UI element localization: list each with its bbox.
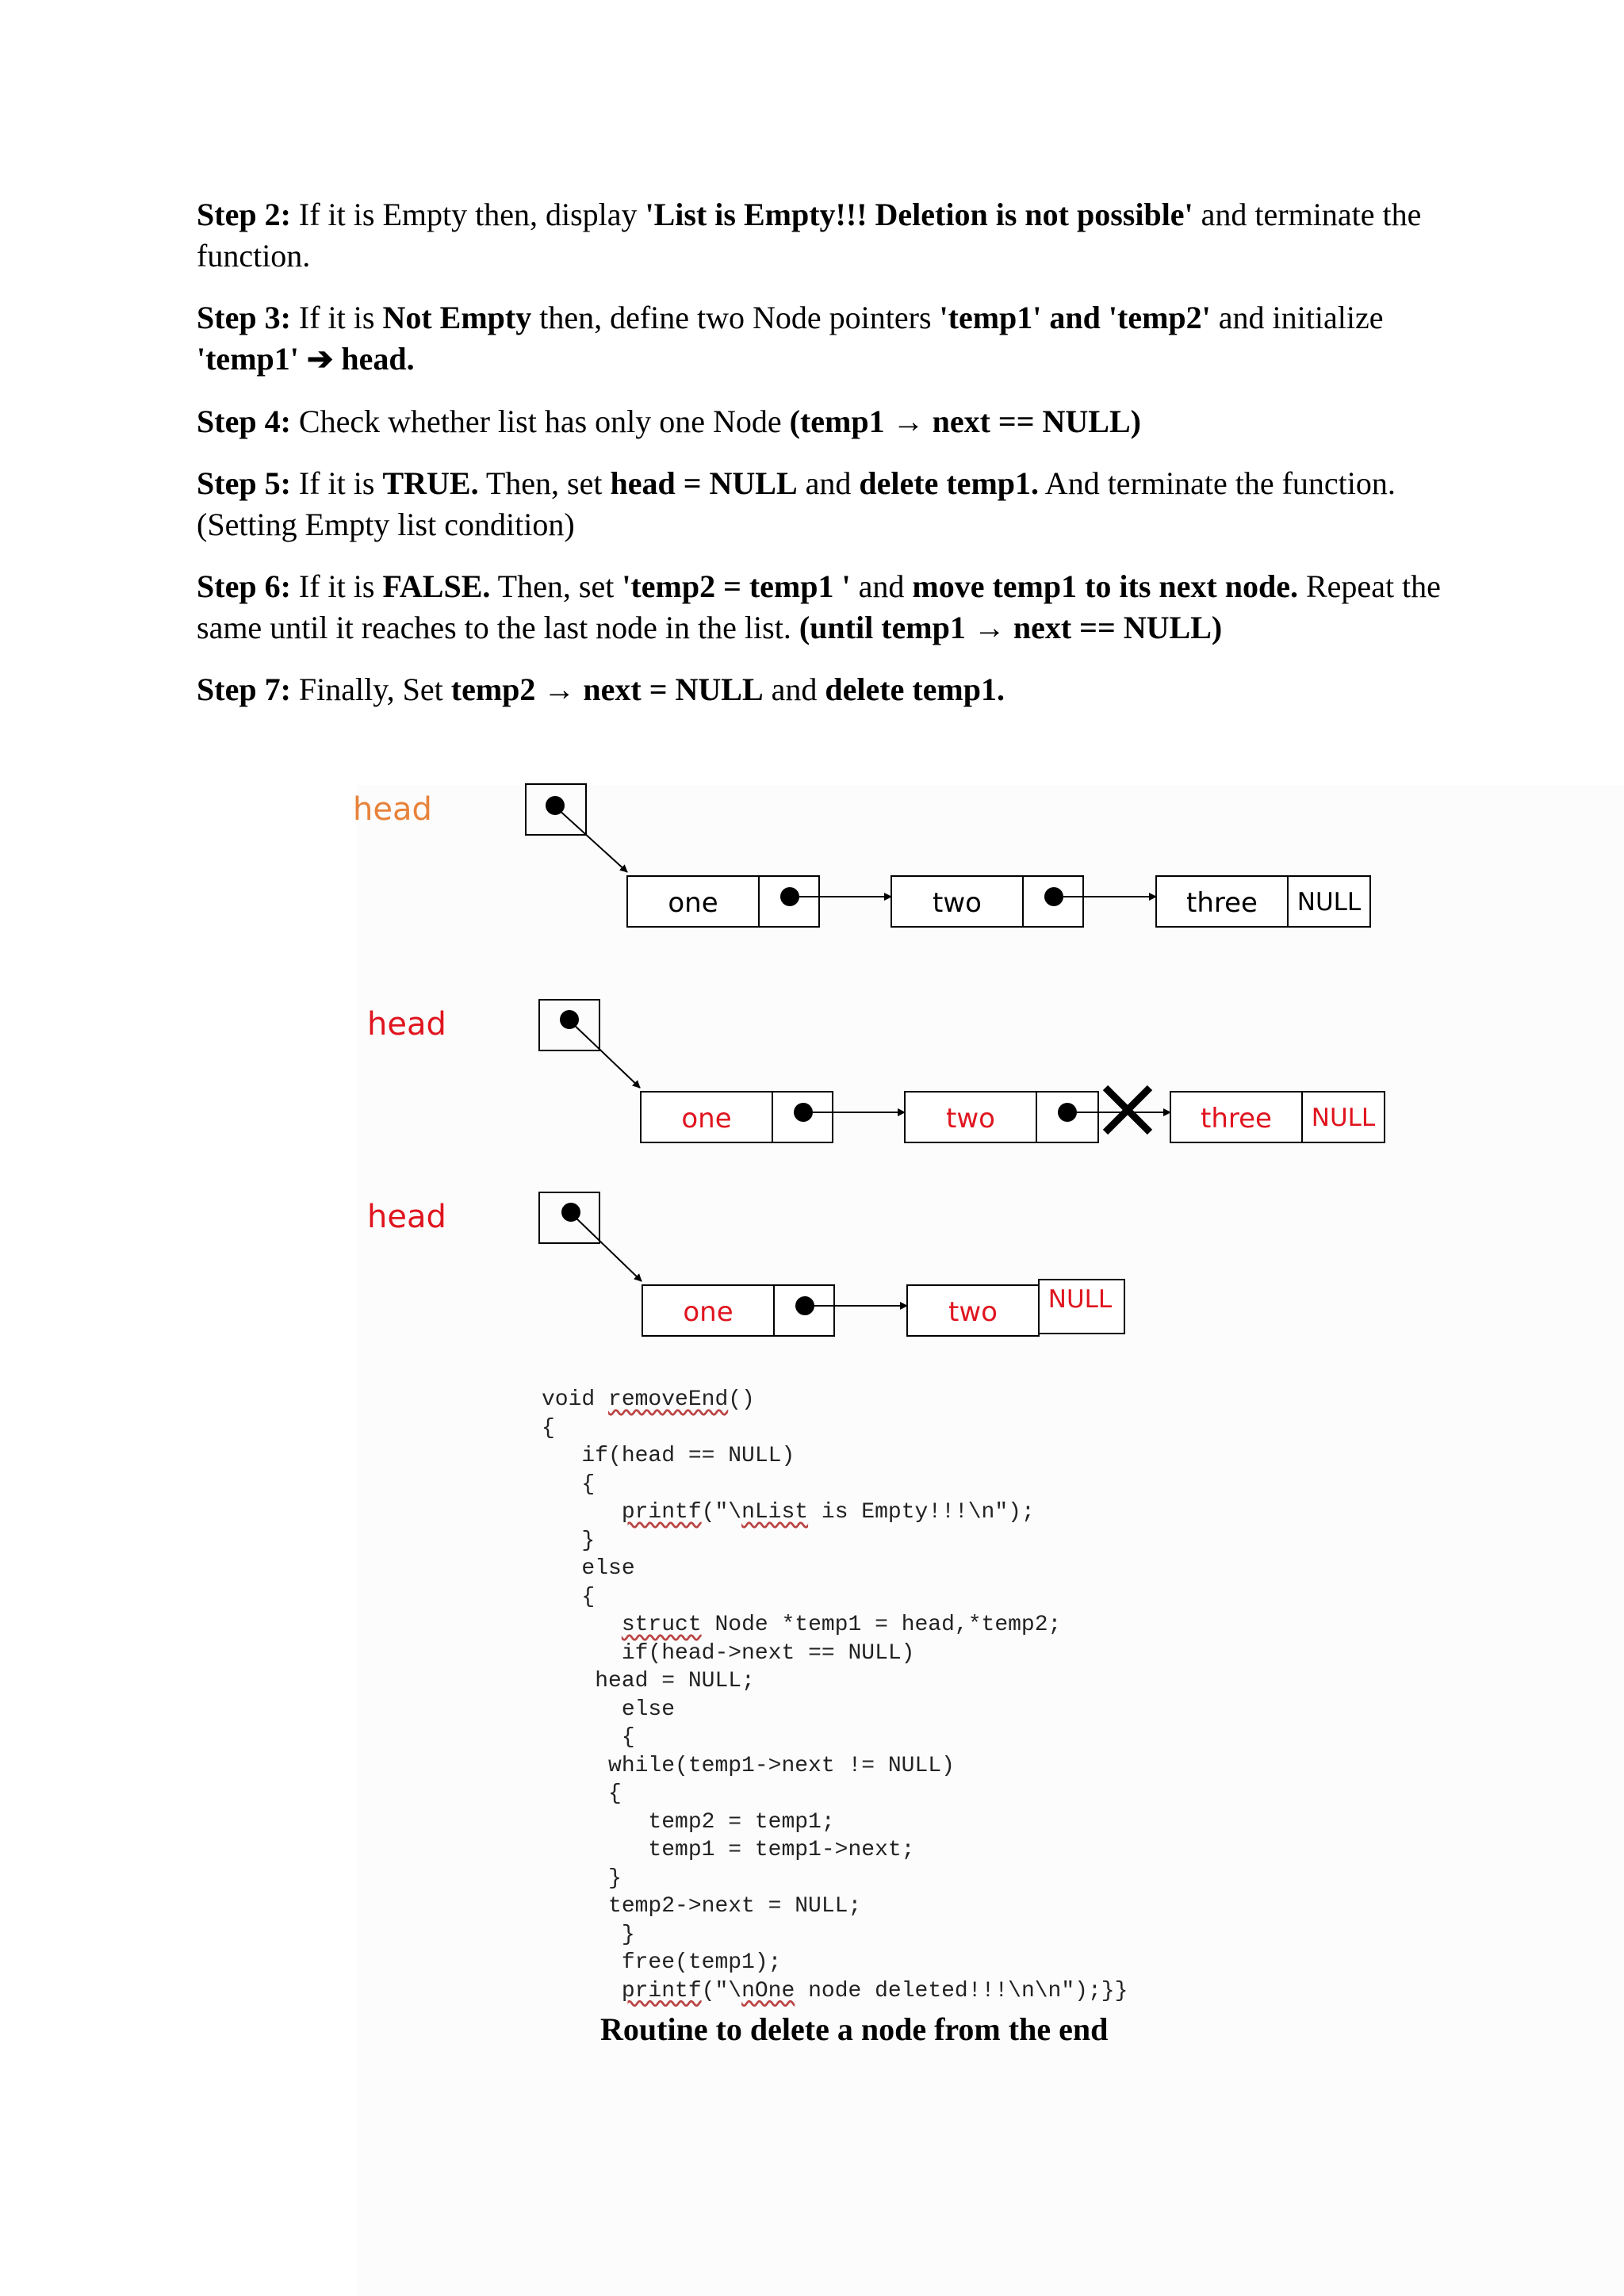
step-5-text-4: And terminate the function. (Setting Empty list condition) xyxy=(197,465,1396,542)
code-line: while(temp1->next != NULL) xyxy=(608,1753,955,1778)
code-line: if(head == NULL) xyxy=(581,1444,795,1468)
code-token: ("\ xyxy=(701,1500,742,1525)
step-6-text-1: If it is xyxy=(290,568,383,604)
code-line: } xyxy=(608,1866,622,1891)
step-3-bold-3: 'temp1' ➔ head. xyxy=(197,341,415,377)
code-token: () xyxy=(728,1387,755,1412)
diagram-1 xyxy=(353,784,1370,927)
code-line: else xyxy=(621,1697,676,1722)
code-line: else xyxy=(581,1556,635,1581)
code-token: removeEnd xyxy=(608,1387,729,1412)
step-3-text-1: If it is xyxy=(290,300,383,335)
step-6-bold-3: move temp1 to its next node. xyxy=(912,568,1298,604)
diagram-3 xyxy=(367,1192,1124,1336)
code-line: head = NULL; xyxy=(595,1669,755,1693)
code-line: { xyxy=(542,1415,555,1441)
step-6-bold-1: FALSE. xyxy=(382,568,491,604)
code-line: temp2 = temp1; xyxy=(648,1809,835,1835)
node-two-label: two xyxy=(948,1296,998,1328)
head-label: head xyxy=(367,1006,446,1043)
step-6-text-2: Then, set xyxy=(490,568,622,604)
step-5-label: Step 5: xyxy=(197,465,291,501)
delete-cross-icon xyxy=(1105,1088,1150,1132)
node-one-label: one xyxy=(681,1103,732,1135)
code-line: temp2->next = NULL; xyxy=(608,1894,862,1919)
pointer-dot xyxy=(795,1296,814,1315)
step-7-bold-2: delete temp1. xyxy=(825,672,1005,707)
step-2-bold-1: 'List is Empty!!! Deletion is not possible' xyxy=(645,197,1193,232)
pointer-dot xyxy=(1044,887,1063,906)
step-3-bold-1: Not Empty xyxy=(382,300,532,335)
step-6-text-4: Repeat the same until it reaches to the last node in the list. xyxy=(197,568,1441,645)
step-6-bold-4: (until temp1 → next == NULL) xyxy=(799,610,1223,645)
diagram-2 xyxy=(367,1000,1385,1142)
pointer-arrow xyxy=(557,809,627,872)
node-one-label: one xyxy=(668,887,718,919)
step-5-bold-1: TRUE. xyxy=(382,465,479,501)
code-line: { xyxy=(581,1471,596,1497)
code-token: Node *temp1 = head,*temp2; xyxy=(701,1613,1062,1637)
figure-caption: Routine to delete a node from the end xyxy=(600,2011,1109,2047)
step-6-label: Step 6: xyxy=(197,568,291,604)
code-token: printf xyxy=(621,1978,702,2003)
code-line: void xyxy=(542,1387,609,1412)
code-line: temp1 = temp1->next; xyxy=(648,1838,915,1862)
step-5-text-1: If it is xyxy=(290,465,383,501)
code-token: nOne xyxy=(741,1978,795,2003)
code-line: } xyxy=(621,1922,635,1947)
code-token: printf xyxy=(621,1500,702,1525)
step-2-text-2: and terminate the function. xyxy=(197,197,1422,274)
step-3-text-3: and initialize xyxy=(1210,300,1384,335)
code-line: { xyxy=(581,1584,596,1609)
code-line: { xyxy=(621,1725,635,1750)
step-4-text-1: Check whether list has only one Node xyxy=(290,404,790,439)
pointer-arrow xyxy=(573,1215,642,1281)
code-token: is Empty!!!\n"); xyxy=(808,1500,1035,1525)
step-6-bold-2: 'temp2 = temp1 ' xyxy=(622,568,851,604)
node-three-label: three xyxy=(1201,1103,1272,1135)
step-5-bold-3: delete temp1. xyxy=(859,465,1040,501)
node-three-label: three xyxy=(1186,887,1258,919)
step-5-bold-2: head = NULL xyxy=(610,465,798,501)
code-token: nList xyxy=(741,1500,809,1525)
null-label: NULL xyxy=(1311,1104,1376,1132)
pointer-dot xyxy=(780,887,799,906)
code-line: if(head->next == NULL) xyxy=(621,1640,915,1666)
code-line: free(temp1); xyxy=(621,1950,782,1975)
node-two-label: two xyxy=(946,1103,995,1135)
step-2-text-1: If it is Empty then, display xyxy=(290,197,645,232)
step-5-text-2: Then, set xyxy=(478,465,611,501)
step-4-bold-1: (temp1 → next == NULL) xyxy=(789,404,1141,439)
step-7-label: Step 7: xyxy=(197,672,291,707)
step-5-text-3: and xyxy=(797,465,860,501)
step-3-text-2: then, define two Node pointers xyxy=(531,300,940,335)
step-7-text-2: and xyxy=(763,672,825,707)
head-label: head xyxy=(353,791,432,828)
step-3-label: Step 3: xyxy=(197,300,291,335)
pointer-dot xyxy=(794,1103,813,1122)
code-token: struct xyxy=(621,1613,702,1637)
step-7-text-1: Finally, Set xyxy=(290,672,451,707)
step-3-bold-2: 'temp1' and 'temp2' xyxy=(939,300,1211,335)
null-label: NULL xyxy=(1048,1285,1113,1314)
step-7-bold-1: temp2 → next = NULL xyxy=(450,672,764,707)
head-label: head xyxy=(367,1199,446,1235)
node-one-label: one xyxy=(683,1296,733,1328)
code-line: { xyxy=(608,1781,622,1806)
step-6-text-3: and xyxy=(850,568,913,604)
step-4-label: Step 4: xyxy=(197,404,291,439)
null-label: NULL xyxy=(1297,888,1362,916)
pointer-dot xyxy=(1058,1103,1077,1122)
code-token: ("\ xyxy=(701,1978,742,2003)
code-line: } xyxy=(581,1528,596,1553)
code-listing xyxy=(542,1386,1128,2005)
code-token: node deleted!!!\n\n");}} xyxy=(795,1978,1128,2003)
pointer-arrow xyxy=(572,1023,640,1088)
step-2-label: Step 2: xyxy=(197,197,291,232)
node-two-label: two xyxy=(933,887,982,919)
